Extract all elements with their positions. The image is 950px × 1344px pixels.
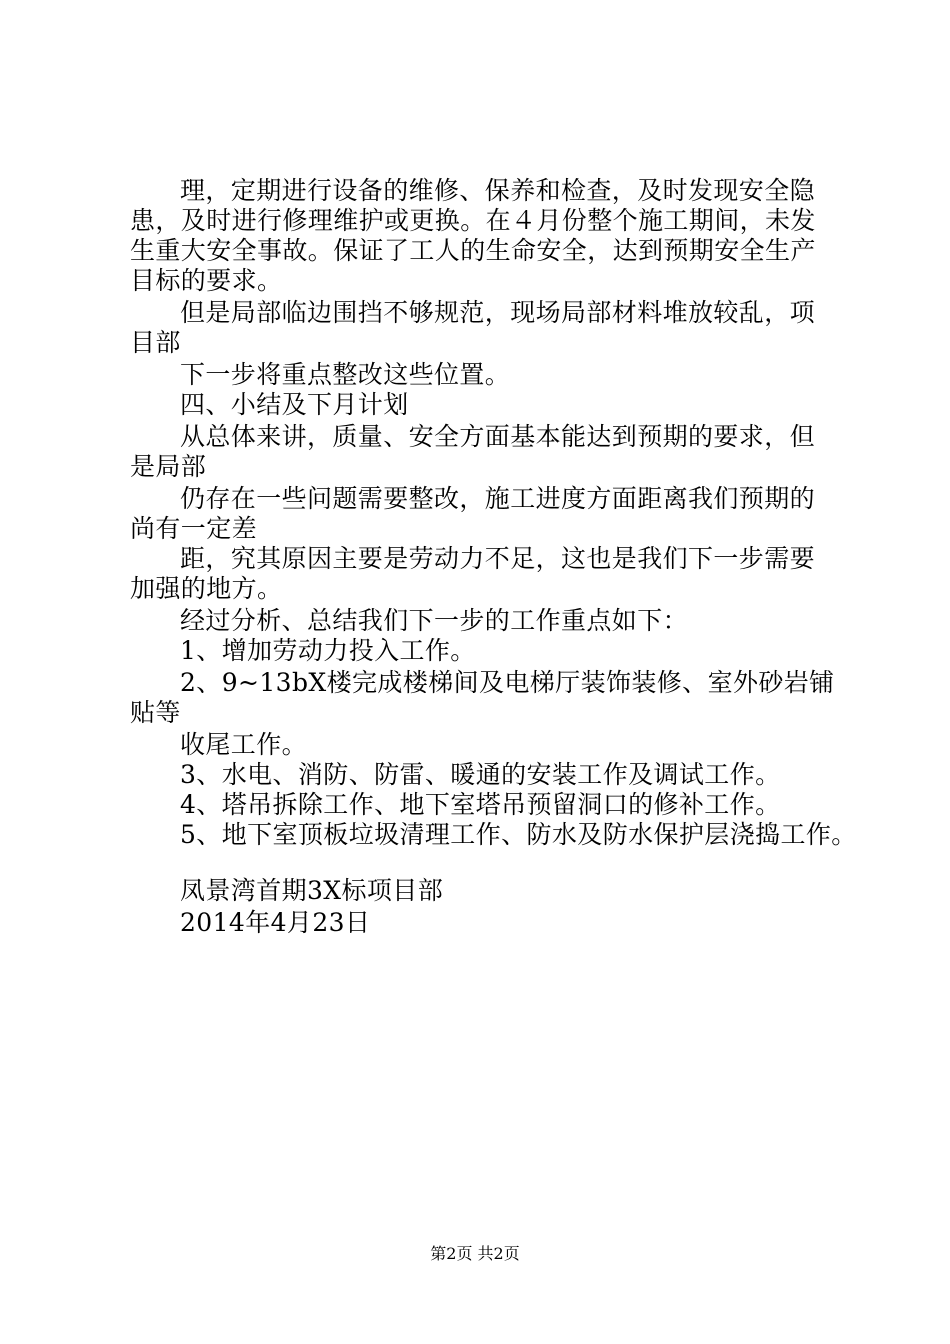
paragraph-line: 仍存在一些问题需要整改，施工进度方面距离我们预期的: [180, 484, 816, 513]
paragraph-line: 尚有一定差: [130, 514, 258, 543]
paragraph-line: 是局部: [130, 452, 207, 481]
paragraph-line: 目部: [130, 328, 181, 357]
signature-date: 2014年4月23日: [180, 908, 371, 937]
paragraph-line: 加强的地方。: [130, 574, 283, 603]
paragraph-line: 从总体来讲，质量、安全方面基本能达到预期的要求，但: [180, 422, 816, 451]
page-number-footer: 第2页 共2页: [430, 1244, 520, 1263]
paragraph-line: 经过分析、总结我们下一步的工作重点如下：: [180, 606, 689, 635]
paragraph-line: 但是局部临边围挡不够规范，现场局部材料堆放较乱，项: [180, 298, 816, 327]
list-item: 5、地下室顶板垃圾清理工作、防水及防水保护层浇捣工作。: [180, 820, 857, 849]
list-item: 收尾工作。: [180, 730, 308, 759]
paragraph-line: 目标的要求。: [130, 266, 283, 295]
list-item: 3、水电、消防、防雷、暖通的安装工作及调试工作。: [180, 760, 781, 789]
paragraph-line: 下一步将重点整改这些位置。: [180, 360, 511, 389]
list-item: 贴等: [130, 698, 181, 727]
signature-org: 凤景湾首期3X标项目部: [180, 876, 444, 905]
paragraph-line: 患，及时进行修理维护或更换。在４月份整个施工期间，未发: [130, 206, 816, 235]
paragraph-line: 距，究其原因主要是劳动力不足，这也是我们下一步需要: [180, 544, 816, 573]
paragraph-line: 理，定期进行设备的维修、保养和检查，及时发现安全隐: [180, 176, 816, 205]
paragraph-line: 生重大安全事故。保证了工人的生命安全，达到预期安全生产: [130, 236, 816, 265]
list-item: 2、9~13bX楼完成楼梯间及电梯厅装饰装修、室外砂岩铺: [180, 668, 835, 697]
section-heading: 四、小结及下月计划: [180, 390, 409, 419]
list-item: 4、塔吊拆除工作、地下室塔吊预留洞口的修补工作。: [180, 790, 781, 819]
list-item: 1、增加劳动力投入工作。: [180, 636, 476, 665]
